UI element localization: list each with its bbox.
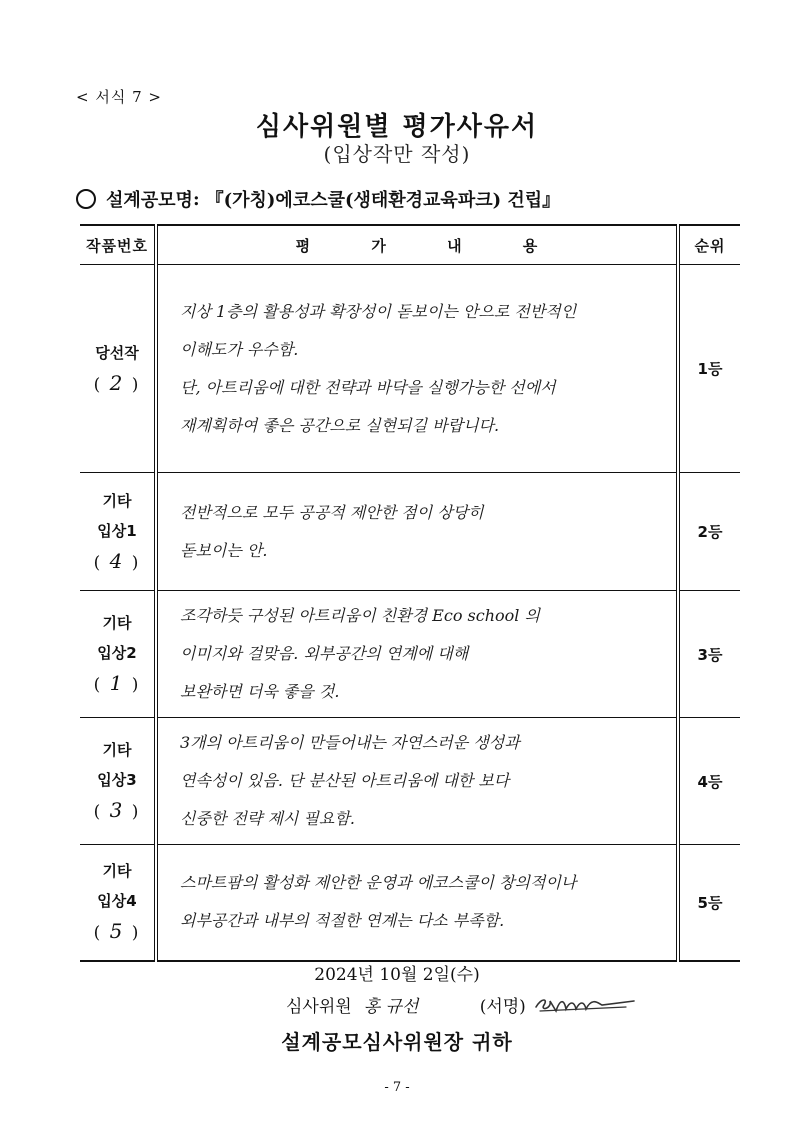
evaluation-line: 신중한 전략 제시 필요함.	[180, 809, 355, 828]
entry-number: ( 1 )	[93, 671, 141, 695]
evaluation-line: 보완하면 더욱 좋을 것.	[180, 682, 340, 701]
evaluation-line: 단, 아트리움에 대한 전략과 바닥을 실행가능한 선에서	[180, 377, 556, 397]
table-row	[80, 591, 740, 718]
rank-cell: 4등	[678, 718, 740, 845]
header-rank: 순위	[678, 225, 740, 265]
entry-id-cell	[80, 265, 156, 473]
bullet-circle-icon	[76, 189, 96, 209]
entry-category: 기타	[102, 614, 132, 632]
project-name: 『(가칭)에코스쿨(생태환경교육파크) 건립』	[205, 190, 561, 211]
entry-id-cell	[80, 845, 156, 961]
evaluation-text	[156, 845, 678, 961]
entry-category: 당선작	[95, 343, 139, 362]
project-separator: :	[192, 188, 200, 210]
evaluation-line: 조각하듯 구성된 아트리움이 친환경 Eco school 의	[180, 606, 540, 625]
entry-number: ( 2 )	[93, 370, 141, 395]
document-subtitle: (입상작만 작성)	[323, 142, 471, 166]
evaluation-text	[156, 473, 678, 591]
table-row	[80, 718, 740, 845]
evaluation-text	[156, 718, 678, 845]
table-header-row	[80, 225, 740, 265]
project-label: 설계공모명	[106, 190, 193, 211]
entry-id-cell	[80, 591, 156, 718]
rank-cell: 2등	[678, 473, 740, 591]
evaluation-line: 지상 1층의 활용성과 확장성이 돋보이는 안으로 전반적인	[180, 301, 577, 321]
evaluation-text	[156, 591, 678, 718]
rank-cell: 5등	[678, 845, 740, 961]
entry-category: 입상4	[97, 892, 137, 911]
rank-cell: 1등	[678, 265, 740, 473]
document-title: 심사위원별 평가사유서	[255, 112, 539, 142]
entry-category: 입상2	[97, 644, 137, 662]
table-row	[80, 473, 740, 591]
page-number: - 7 -	[384, 1080, 410, 1095]
header-content: 평 가 내 용	[156, 225, 678, 265]
evaluation-line: 스마트팜의 활성화 제안한 운영과 에코스쿨이 창의적이나	[180, 873, 577, 893]
evaluation-table	[80, 224, 740, 962]
entry-number: ( 5 )	[93, 919, 141, 944]
entry-category: 기타	[102, 741, 132, 759]
evaluation-line: 전반적으로 모두 공공적 제안한 점이 상당히	[180, 502, 484, 522]
signature-image	[530, 993, 640, 1017]
entry-number: ( 3 )	[93, 798, 141, 822]
entry-id-cell	[80, 473, 156, 591]
entry-id-cell	[80, 718, 156, 845]
evaluation-line: 이미지와 걸맞음. 외부공간의 연계에 대해	[180, 644, 469, 663]
evaluation-line: 외부공간과 내부의 적절한 연계는 다소 부족함.	[180, 911, 505, 931]
addressee: 설계공모심사위원장 귀하	[281, 1030, 513, 1054]
rank-cell: 3등	[678, 591, 740, 718]
entry-number: ( 4 )	[93, 548, 141, 573]
evaluation-line: 3개의 아트리움이 만들어내는 자연스러운 생성과	[180, 733, 520, 752]
document-date: 2024년 10월 2일(수)	[314, 965, 480, 985]
entry-category: 기타	[102, 491, 132, 510]
evaluation-line: 이해도가 우수함.	[180, 339, 299, 359]
header-id: 작품번호	[80, 225, 156, 265]
evaluation-line: 연속성이 있음. 단 분산된 아트리움에 대한 보다	[180, 771, 510, 790]
entry-category: 입상3	[97, 771, 137, 789]
judge-line	[286, 992, 640, 1017]
sign-label: (서명)	[479, 997, 526, 1017]
project-line	[76, 186, 560, 212]
entry-category: 입상1	[97, 521, 137, 540]
table-row	[80, 265, 740, 473]
entry-category: 기타	[102, 862, 132, 881]
evaluation-line: 돋보이는 안.	[180, 540, 268, 560]
judge-label: 심사위원	[286, 997, 352, 1017]
judge-name: 홍 규선	[363, 997, 419, 1017]
table-row	[80, 845, 740, 961]
evaluation-line: 재계획하여 좋은 공간으로 실현되길 바랍니다.	[180, 415, 500, 435]
form-number: < 서식 7 >	[76, 88, 162, 106]
evaluation-text	[156, 265, 678, 473]
